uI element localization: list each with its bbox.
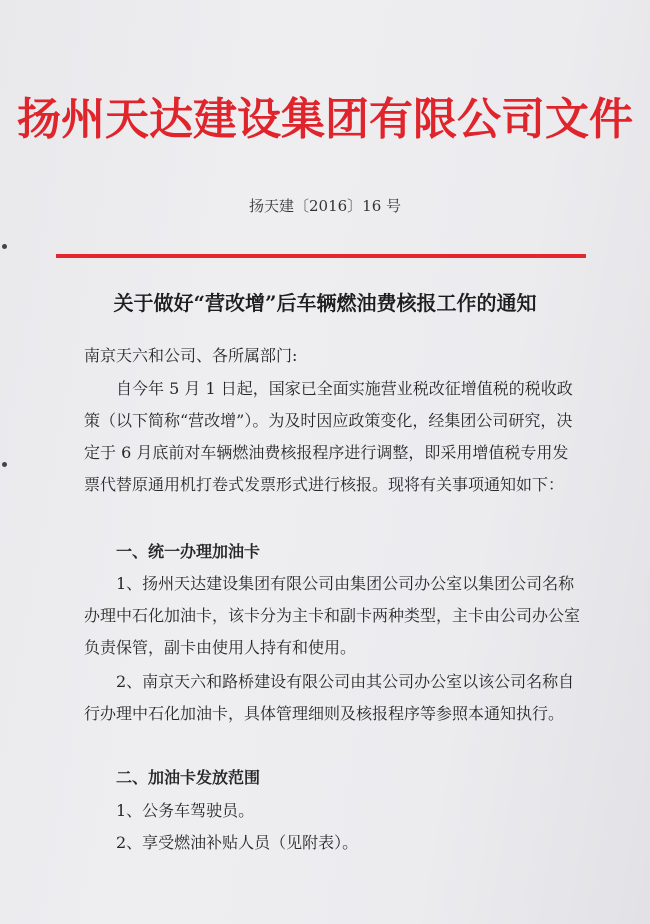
notice-subject: 关于做好“营改增”后车辆燃油费核报工作的通知 [113, 291, 537, 315]
header-red-rule [56, 254, 586, 258]
section-2-heading: 二、加油卡发放范围 [116, 768, 261, 787]
document-header-title: 扬州天达建设集团有限公司文件 [17, 94, 633, 145]
document-number: 扬天建〔2016〕16 号 [248, 197, 402, 215]
intro-paragraph: 自今年 5 月 1 日起，国家已全面实施营业税改征增值税的税收政策（以下简称“营改增”）。为及时因应政策变化，经集团公司研究，决定于 6 月底前对车辆燃油费核报程序进行调整，即采用增值税专用发票代替原通用机打卷式发票形式进行核报。现将有关事项通知如下： [84, 379, 573, 494]
addressee: 南京天六和公司、各所属部门: [84, 346, 298, 365]
section-2-item-2: 2、享受燃油补贴人员（见附表）。 [116, 833, 359, 852]
section-2-item-1: 1、公务车驾驶员。 [116, 801, 255, 820]
section-1-item-2: 2、南京天六和路桥建设有限公司由其公司办公室以该公司名称自行办理中石化加油卡，具体管理细则及核报程序等参照本通知执行。 [84, 672, 575, 723]
punch-hole-mark [2, 244, 7, 249]
punch-hole-mark [2, 462, 7, 467]
section-1-item-1: 1、扬州天达建设集团有限公司由集团公司办公室以集团公司名称办理中石化加油卡，该卡分为主卡和副卡两种类型，主卡由公司办公室负责保管，副卡由使用人持有和使用。 [84, 574, 581, 657]
section-1-heading: 一、统一办理加油卡 [116, 542, 261, 561]
